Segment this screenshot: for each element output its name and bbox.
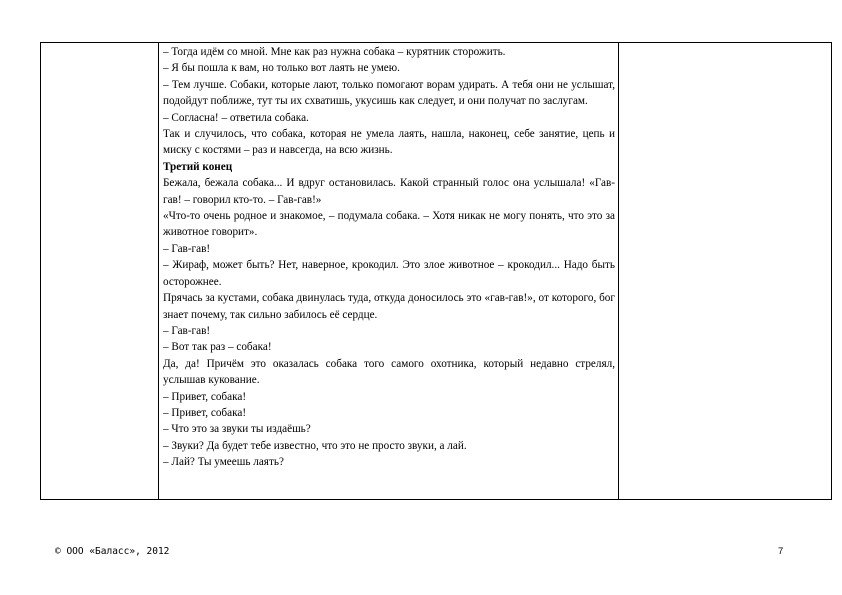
paragraph: – Привет, собака!	[163, 390, 247, 403]
paragraph: – Тогда идём со мной. Мне как раз нужна собака – курятник сторожить.	[163, 46, 506, 58]
paragraph: – Лай? Ты умеешь лаять?	[163, 456, 284, 469]
content-table	[40, 42, 832, 500]
paragraph: – Я бы пошла к вам, но только вот лаять не умею.	[163, 62, 400, 75]
page-number: 7	[778, 546, 784, 557]
paragraph: Бежала, бежала собака... И вдруг остановилась. Какой странный голос она услышала! «Гав-гав! – говорил кто-то. – Гав-гав!»	[163, 177, 615, 206]
paragraph: – Звуки? Да будет тебе известно, что это не просто звуки, а лай.	[163, 439, 467, 452]
paragraph: Да, да! Причём это оказалась собака того самого охотника, который недавно стрелял, услышав кукование.	[163, 357, 615, 387]
paragraph: – Что это за звуки ты издаёшь?	[163, 423, 311, 436]
paragraph: – Привет, собака!	[163, 406, 247, 419]
story-text	[163, 44, 615, 471]
paragraph: Прячась за кустами, собака двинулась туда, откуда доносилось это «гав-гав!», от которого, бог знает почему, так сильно забилось её сердце.	[163, 292, 615, 321]
table-column-left	[41, 43, 159, 499]
table-column-text	[159, 43, 619, 499]
paragraph: – Гав-гав!	[163, 242, 211, 255]
paragraph: – Вот так раз – собака!	[163, 341, 272, 354]
paragraph: – Тем лучше. Собаки, которые лают, только помогают ворам удирать. А тебя они не услышат, подойдут поближе, тут ты их схватишь, укусишь как следует, и они получат по заслугам.	[163, 78, 615, 108]
paragraph: Так и случилось, что собака, которая не умела лаять, нашла, наконец, себе занятие, цепь и миску с костями – раз и навсегда, на всю жизнь.	[163, 128, 615, 157]
paragraph: – Согласна! – ответила собака.	[163, 111, 309, 124]
paragraph: «Что-то очень родное и знакомое, – подумала собака. – Хотя никак не могу понять, что это за животное говорит».	[163, 210, 615, 239]
table-column-right	[619, 43, 831, 499]
footer-copyright: © ООО «Баласс», 2012	[55, 546, 170, 557]
paragraph: – Гав-гав!	[163, 324, 211, 337]
paragraph: – Жираф, может быть? Нет, наверное, крокодил. Это злое животное – крокодил... Надо быть осторожнее.	[163, 259, 615, 288]
section-heading: Третий конец	[163, 160, 233, 173]
